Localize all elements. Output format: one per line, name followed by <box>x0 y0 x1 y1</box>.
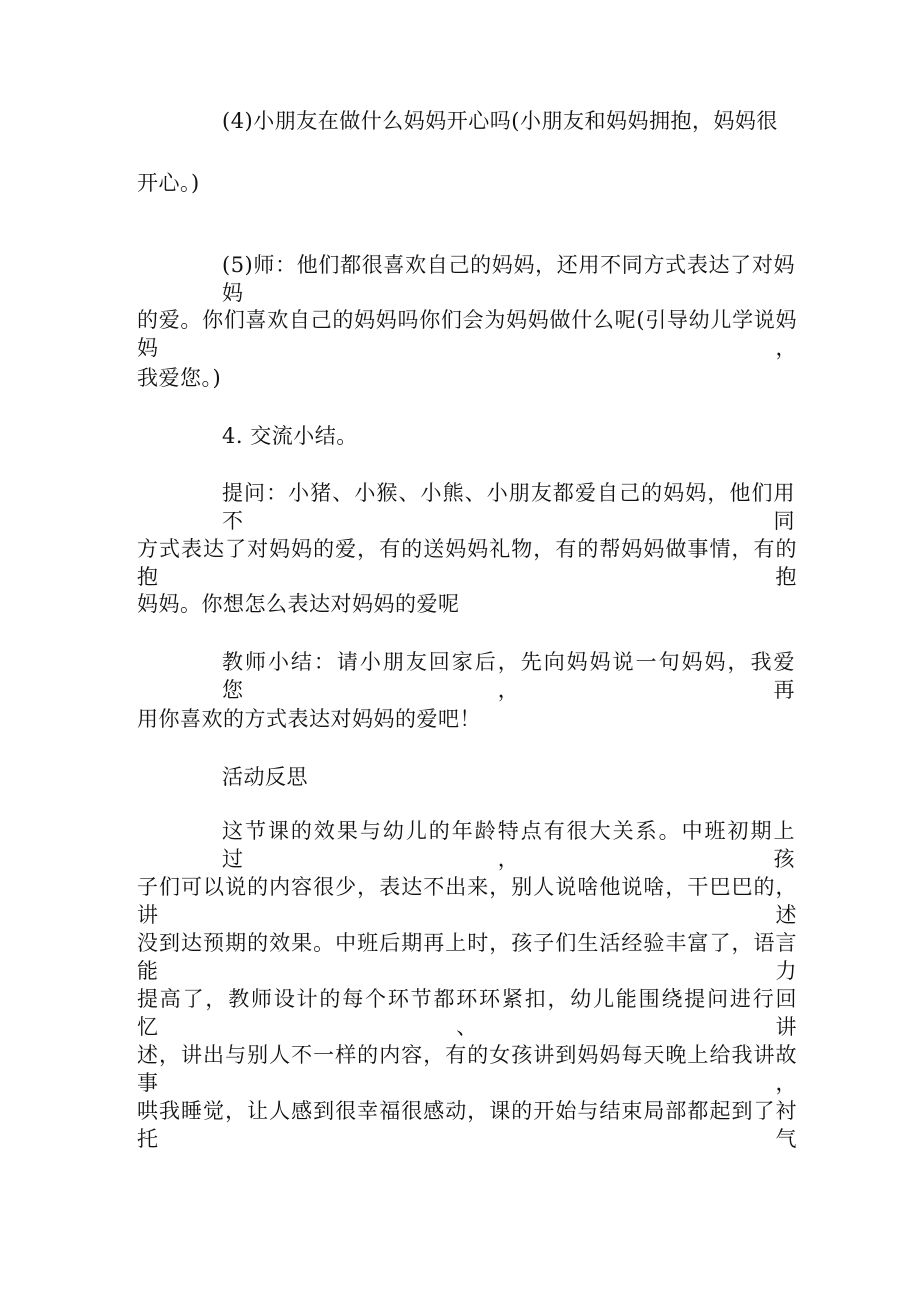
para-5-line-1: (5)师：他们都很喜欢自己的妈妈，还用不同方式表达了对妈妈 <box>222 253 795 305</box>
teacher-summary-line-2: 用你喜欢的方式表达对妈妈的爱吧！ <box>137 707 481 731</box>
question-line-1: 提问：小猪、小猴、小熊、小朋友都爱自己的妈妈，他们用不同 <box>222 481 795 533</box>
reflection-line-2: 子们可以说的内容很少，表达不出来，别人说啥他说啥，干巴巴的，讲述 <box>137 875 797 927</box>
reflection-line-5: 述，讲出与别人不一样的内容，有的女孩讲到妈妈每天晚上给我讲故事， <box>137 1043 797 1095</box>
question-line-3: 妈妈。你想怎么表达对妈妈的爱呢 <box>137 592 460 616</box>
section-heading-summary: 4. 交流小结。 <box>222 424 358 448</box>
reflection-line-1: 这节课的效果与幼儿的年龄特点有很大关系。中班初期上过，孩 <box>222 819 795 871</box>
section-heading-reflection: 活动反思 <box>222 765 308 789</box>
reflection-line-3: 没到达预期的效果。中班后期再上时，孩子们生活经验丰富了，语言能力 <box>137 931 797 983</box>
para-4-line-1: (4)小朋友在做什么妈妈开心吗(小朋友和妈妈拥抱，妈妈很 <box>222 109 778 133</box>
reflection-line-4: 提高了，教师设计的每个环节都环环紧扣，幼儿能围绕提问进行回忆、讲 <box>137 987 797 1039</box>
reflection-line-6: 哄我睡觉，让人感到很幸福很感动，课的开始与结束局部都起到了衬托气 <box>137 1099 797 1151</box>
para-5-line-3: 我爱您。) <box>137 366 222 390</box>
question-line-2: 方式表达了对妈妈的爱，有的送妈妈礼物，有的帮妈妈做事情，有的抱抱 <box>137 537 797 589</box>
para-5-line-2: 的爱。你们喜欢自己的妈妈吗你们会为妈妈做什么呢(引导幼儿学说妈妈， <box>137 308 797 360</box>
teacher-summary-line-1: 教师小结：请小朋友回家后，先向妈妈说一句妈妈，我爱您，再 <box>222 650 795 702</box>
para-4-line-2: 开心。) <box>137 171 200 195</box>
